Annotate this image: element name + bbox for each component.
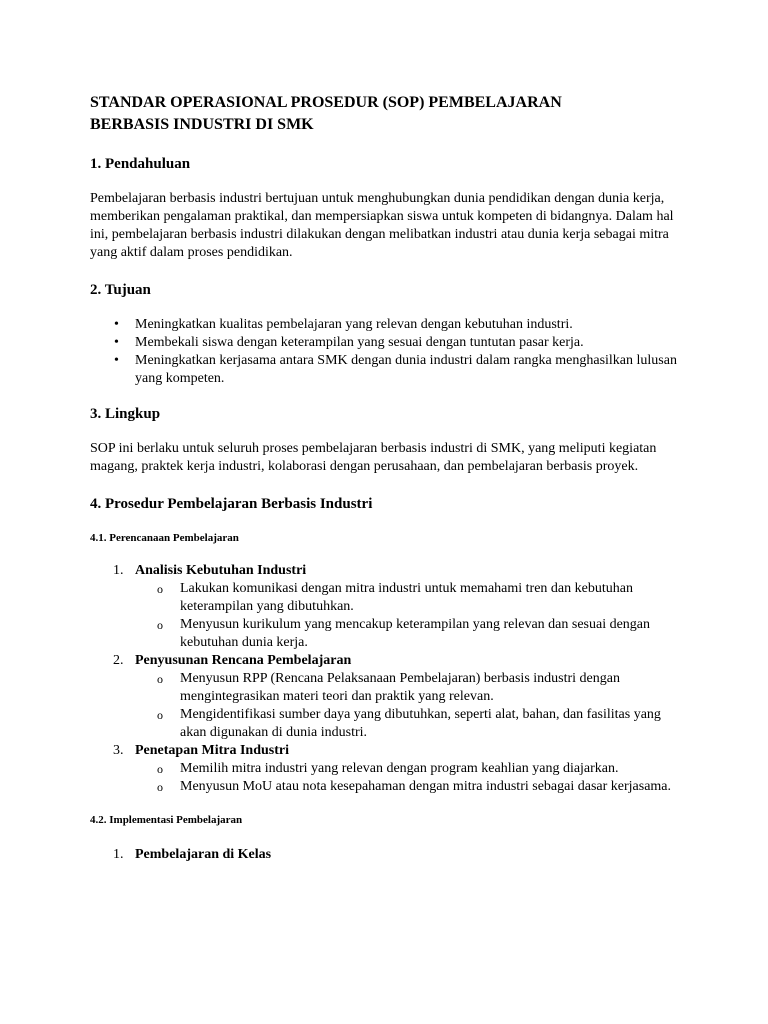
title-line-1: STANDAR OPERASIONAL PROSEDUR (SOP) PEMBELAJARAN: [90, 94, 562, 111]
step-number: 1.: [113, 563, 124, 578]
step-title: Pembelajaran di Kelas: [135, 847, 272, 862]
list-item: o Lakukan komunikasi dengan mitra industri untuk memahami tren dan kebutuhan keterampilan yang dibutuhkan.: [180, 580, 678, 616]
list-item: o Mengidentifikasi sumber daya yang dibutuhkan, seperti alat, bahan, dan fasilitas yang akan digunakan di dunia industri.: [180, 706, 678, 742]
subsection-heading-implementasi: 4.2. Implementasi Pembelajaran: [90, 814, 243, 826]
section-text-pendahuluan: Pembelajaran berbasis industri bertujuan untuk menghubungkan dunia pendidikan dengan dunia kerja, memberikan pengalaman praktikal, dan mempersiapkan siswa untuk kompeten di bidangnya. Dalam hal ini, pembelajaran berbasis industri dilakukan dengan melibatkan industri atau dunia kerja sebagai mitra yang aktif dalam proses pendidikan.: [90, 191, 674, 260]
step-title: Penyusunan Rencana Pembelajaran: [135, 653, 352, 668]
list-item: • Meningkatkan kualitas pembelajaran yang relevan dengan kebutuhan industri.: [135, 316, 678, 334]
step-sublist: [135, 670, 678, 742]
section-text-lingkup: SOP ini berlaku untuk seluruh proses pembelajaran berbasis industri di SMK, yang meliputi kegiatan magang, praktek kerja industri, kolaborasi dengan perusahaan, dan pembelajaran berbasis proyek.: [90, 441, 657, 474]
step-title: Penetapan Mitra Industri: [135, 743, 289, 758]
section-heading-lingkup: 3. Lingkup: [90, 406, 161, 422]
step-sublist: [135, 760, 678, 796]
step-item: [113, 742, 678, 796]
step-title: Analisis Kebutuhan Industri: [135, 563, 307, 578]
section-heading-pendahuluan: 1. Pendahuluan: [90, 156, 191, 172]
perencanaan-steps: [90, 562, 678, 796]
step-number: 2.: [113, 653, 124, 668]
step-number: 3.: [113, 743, 124, 758]
document-title: [90, 92, 678, 136]
title-line-2: BERBASIS INDUSTRI DI SMK: [90, 116, 314, 133]
list-item: • Meningkatkan kerjasama antara SMK dengan dunia industri dalam rangka menghasilkan lulusan yang kompeten.: [135, 352, 678, 388]
step-sublist: [135, 580, 678, 652]
section-heading-prosedur: 4. Prosedur Pembelajaran Berbasis Industri: [90, 496, 373, 512]
implementasi-steps: [90, 846, 678, 864]
step-number: 1.: [113, 847, 124, 862]
step-item: [113, 562, 678, 652]
section-heading-tujuan: 2. Tujuan: [90, 282, 151, 298]
step-item: [113, 652, 678, 742]
step-item: [113, 846, 678, 864]
list-item: o Menyusun MoU atau nota kesepahaman dengan mitra industri sebagai dasar kerjasama.: [180, 778, 678, 796]
list-item: o Menyusun kurikulum yang mencakup keterampilan yang relevan dan sesuai dengan kebutuhan dunia kerja.: [180, 616, 678, 652]
list-item: o Menyusun RPP (Rencana Pelaksanaan Pembelajaran) berbasis industri dengan mengintegrasikan materi teori dan praktik yang relevan.: [180, 670, 678, 706]
subsection-heading-perencanaan: 4.1. Perencanaan Pembelajaran: [90, 532, 239, 544]
list-item: o Memilih mitra industri yang relevan dengan program keahlian yang diajarkan.: [180, 760, 678, 778]
tujuan-list: [90, 316, 678, 388]
list-item: • Membekali siswa dengan keterampilan yang sesuai dengan tuntutan pasar kerja.: [135, 334, 678, 352]
